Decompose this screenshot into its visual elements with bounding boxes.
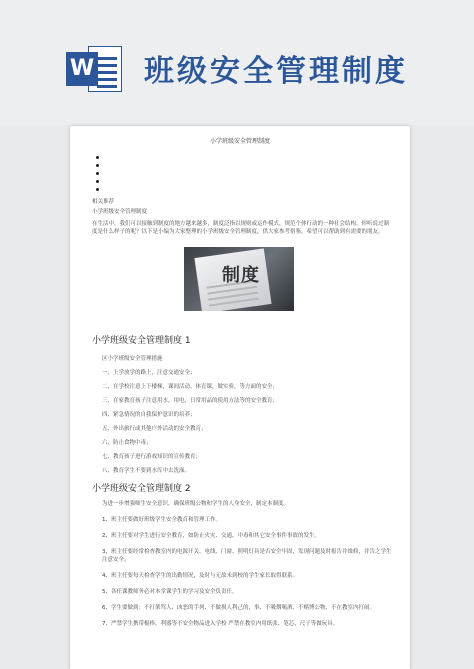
section2-paragraph: 3、班主任要经常检查教室内的电源开关、电线、门窗、照明灯具是否安全牢固，发现问题及时报告并维修，并告之学生注意安全。 — [102, 549, 392, 563]
bullet-dot — [96, 188, 99, 191]
section1-item: 一、上学放学的路上，注意交通安全； — [102, 370, 196, 376]
section1-item: 七、教育孩子进行游戏知识的宣传教育； — [102, 454, 202, 460]
section2-paragraph: 7、严禁学生携带棍棒、利器等不安全物品进入学校 严禁在教室内用纸张、笔芯、尺子等做玩具。 — [102, 621, 339, 627]
bullet-dot — [96, 180, 99, 183]
section1-item: 八、教育学生不要到水库中去洗澡。 — [102, 468, 191, 474]
section2-paragraph: 6、学生要做到：不打架骂人、凶恶的手列、不做损人利己的，事、不吸烟喝酒、不赌博公物、不在教室内打闹。 — [102, 605, 376, 611]
section2-paragraph: 1、班主任要做好班级学生安全教育和管理工作。 — [102, 517, 222, 523]
photo-caption: 制度 — [222, 265, 260, 286]
document-title: 小学班级安全管理制度 — [209, 138, 270, 145]
section2-paragraph: 2、班主任要对学生进行安全教育，如防止火灾、交通、中毒和其它安全事件事故的发生。 — [102, 533, 321, 539]
related-link[interactable]: 相关推荐 — [92, 199, 115, 205]
section-heading-1: 小学班级安全管理制度 1 — [92, 336, 191, 346]
section2-paragraph: 为进一步增强师生安全意识，确保班级公物和学生的人身安全，制定本制度。 — [102, 501, 290, 507]
bullet-dot — [96, 156, 99, 159]
intro-paragraph: 在生活中，我们可以接触到制度的地方越来越多，制度泛指以规则或运作模式，规范个体行动的一种社会结构。你听说过制度是什么样子的呢？以下是小编为大家整理的小学班级安全管理制度，供大家参考借鉴，希望可以帮助到有需要的朋友。 — [92, 221, 390, 235]
bullet-dot — [96, 164, 99, 167]
section1-item: 区小学班级安全管理措施 — [102, 356, 163, 362]
section-heading-2: 小学班级安全管理制度 2 — [92, 484, 191, 494]
section1-item: 三、在家教育孩子注意用水，用电，日常用品的使用方法等的安全教育； — [102, 398, 279, 404]
bullet-list — [96, 156, 99, 196]
section2-paragraph: 5、各任课教师务必对本堂课学生的学习及安全负责任。 — [102, 589, 238, 595]
document-photo — [184, 247, 294, 311]
header-banner — [0, 0, 474, 125]
word-icon — [66, 44, 124, 94]
word-letter: W — [66, 52, 98, 86]
banner-title: 班级安全管理制度 — [144, 54, 408, 89]
document-subtitle: 小学班级安全管理制度 — [92, 209, 148, 215]
section1-item: 二、在学校注意上下楼梯，课间活动，体育课，做实验，等方面的安全； — [102, 384, 279, 390]
bullet-dot — [96, 172, 99, 175]
section1-item: 四、紧急情况的自我保护意识的培养； — [102, 412, 196, 418]
section1-item: 六、防止食物中毒； — [102, 440, 152, 446]
section2-paragraph: 4、班主任要每天检查学生的出勤情况，及时与无故未到校的学生家长取得联系。 — [102, 573, 299, 579]
document-page — [70, 126, 410, 669]
section1-item: 五、外出旅行或其他户外活动的安全教育； — [102, 426, 207, 432]
